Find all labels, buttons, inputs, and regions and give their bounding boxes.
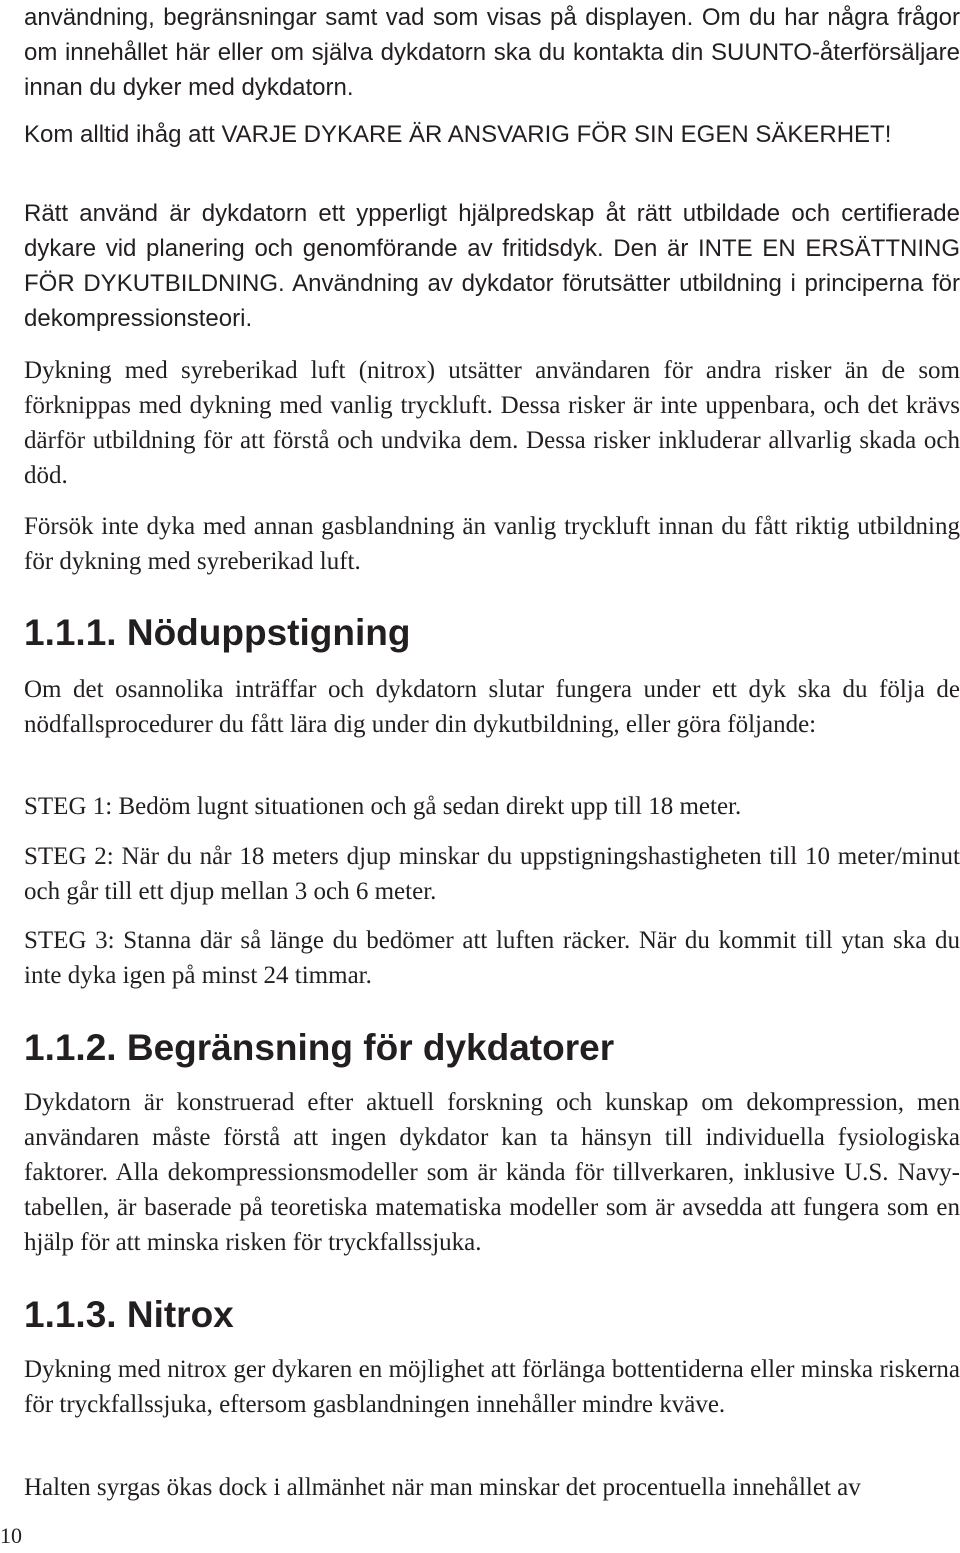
usage-paragraph-part-1: Rätt använd är dykdatorn ett ypperligt hjälpredskap åt rätt utbildade och certifierade dykare vid planering och genomförande av fritidsdyk. Den är INTE EN ERSÄTTNING FÖR DYKUTBILDNING.: [24, 200, 960, 297]
section-heading-nitrox: 1.1.3. Nitrox: [24, 1294, 234, 1335]
step-1-paragraph: STEG 1: Bedöm lugnt situationen och gå sedan direkt upp till 18 meter.: [24, 793, 742, 820]
section-heading-emergency-ascent: 1.1.1. Nöduppstigning: [24, 612, 411, 653]
gas-training-paragraph: Försök inte dyka med annan gasblandning än vanlig tryckluft innan du fått riktig utbildning för dykning med syreberikad luft.: [24, 513, 960, 575]
section-heading-limitations: 1.1.2. Begränsning för dykdatorer: [24, 1027, 615, 1068]
oxygen-paragraph: Halten syrgas ökas dock i allmänhet när man minskar det procentuella innehållet av: [24, 1474, 861, 1501]
usage-paragraph: [24, 196, 960, 336]
nitrox-paragraph: Dykning med nitrox ger dykaren en möjlighet att förlänga bottentiderna eller minska riskerna för tryckfallssjuka, eftersom gasblandningen innehåller mindre kväve.: [24, 1356, 960, 1418]
nitrox-risk-paragraph: Dykning med syreberikad luft (nitrox) utsätter användaren för andra risker än de som förknippas med dykning med vanlig tryckluft. Dessa risker är inte uppenbara, och det krävs därför utbildning för att förstå och undvika dem. Dessa risker inkluderar allvarlig skada och död.: [24, 357, 960, 489]
intro-paragraph: användning, begränsningar samt vad som visas på displayen. Om du har några frågor om innehållet här eller om själva dykdatorn ska du kontakta din SUUNTO-återförsäljare innan du dyker med dykdatorn.: [24, 4, 960, 101]
responsibility-paragraph: Kom alltid ihåg att VARJE DYKARE ÄR ANSVARIG FÖR SIN EGEN SÄKERHET!: [24, 121, 892, 148]
page-number: 10: [0, 1523, 22, 1548]
step-3-paragraph: STEG 3: Stanna där så länge du bedömer att luften räcker. När du kommit till ytan ska du inte dyka igen på minst 24 timmar.: [24, 927, 960, 989]
step-2-paragraph: STEG 2: När du når 18 meters djup minskar du uppstigningshastigheten till 10 meter/minut och går till ett djup mellan 3 och 6 meter.: [24, 843, 960, 905]
usage-paragraph-part-2: Användning av dykdator förutsätter utbildning i principerna för dekompressionsteori.: [24, 270, 960, 332]
emergency-intro-paragraph: Om det osannolika inträffar och dykdatorn slutar fungera under ett dyk ska du följa de nödfallsprocedurer du fått lära dig under din dykutbildning, eller göra följande:: [24, 676, 960, 738]
limitations-paragraph: Dykdatorn är konstruerad efter aktuell forskning och kunskap om dekompression, men användaren måste förstå att ingen dykdator kan ta hänsyn till individuella fysiologiska faktorer. Alla dekompressionsmodeller som är kända för tillverkaren, inklusive U.S. Navy-tabellen, är baserade på teoretiska matematiska modeller som är avsedda att fungera som en hjälp för att minska risken för tryckfallssjuka.: [24, 1089, 960, 1256]
